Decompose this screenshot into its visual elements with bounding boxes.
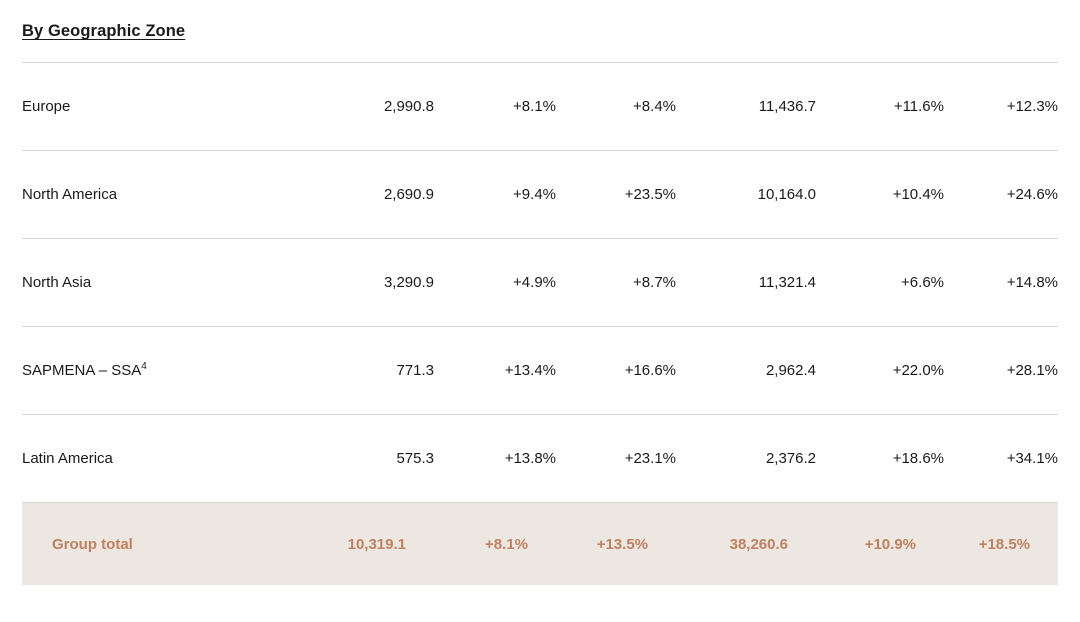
total-growth-like-for-like: +8.1% — [434, 503, 556, 586]
row-ytd-like-for-like: +6.6% — [816, 239, 944, 327]
table-row — [22, 415, 1058, 503]
total-ytd-like-for-like: +10.9% — [816, 503, 944, 586]
row-ytd-reported: +24.6% — [944, 151, 1058, 239]
total-sales-ytd: 38,260.6 — [676, 503, 816, 586]
row-growth-reported: +16.6% — [556, 327, 676, 415]
table-row — [22, 63, 1058, 151]
row-ytd-reported: +34.1% — [944, 415, 1058, 503]
row-label — [22, 327, 290, 415]
row-growth-reported: +23.5% — [556, 151, 676, 239]
row-sales-ytd: 11,321.4 — [676, 239, 816, 327]
row-label: North Asia — [22, 239, 290, 327]
row-growth-reported: +8.7% — [556, 239, 676, 327]
row-growth-like-for-like: +13.8% — [434, 415, 556, 503]
row-sales-ytd: 10,164.0 — [676, 151, 816, 239]
row-growth-like-for-like: +13.4% — [434, 327, 556, 415]
row-ytd-like-for-like: +18.6% — [816, 415, 944, 503]
row-growth-reported: +23.1% — [556, 415, 676, 503]
section-title: By Geographic Zone — [22, 22, 186, 40]
row-ytd-reported: +12.3% — [944, 63, 1058, 151]
row-sales: 2,690.9 — [290, 151, 434, 239]
total-sales: 10,319.1 — [290, 503, 434, 586]
row-ytd-like-for-like: +22.0% — [816, 327, 944, 415]
table-row — [22, 151, 1058, 239]
row-sales: 575.3 — [290, 415, 434, 503]
total-label: Group total — [22, 503, 290, 586]
table-row — [22, 327, 1058, 415]
row-label: North America — [22, 151, 290, 239]
row-label: Europe — [22, 63, 290, 151]
row-sales-ytd: 11,436.7 — [676, 63, 816, 151]
row-sales: 771.3 — [290, 327, 434, 415]
row-sales: 3,290.9 — [290, 239, 434, 327]
row-growth-reported: +8.4% — [556, 63, 676, 151]
row-ytd-reported: +14.8% — [944, 239, 1058, 327]
row-growth-like-for-like: +4.9% — [434, 239, 556, 327]
row-ytd-reported: +28.1% — [944, 327, 1058, 415]
row-ytd-like-for-like: +10.4% — [816, 151, 944, 239]
row-ytd-like-for-like: +11.6% — [816, 63, 944, 151]
table-total-row — [22, 503, 1058, 586]
total-ytd-reported: +18.5% — [944, 503, 1058, 586]
row-sales: 2,990.8 — [290, 63, 434, 151]
total-growth-reported: +13.5% — [556, 503, 676, 586]
geographic-zone-table — [22, 62, 1058, 585]
row-sales-ytd: 2,962.4 — [676, 327, 816, 415]
table-row — [22, 239, 1058, 327]
row-label: Latin America — [22, 415, 290, 503]
footnote-marker: 4 — [141, 361, 147, 372]
row-growth-like-for-like: +8.1% — [434, 63, 556, 151]
row-sales-ytd: 2,376.2 — [676, 415, 816, 503]
row-label-text: SAPMENA – SSA — [22, 362, 142, 379]
row-growth-like-for-like: +9.4% — [434, 151, 556, 239]
